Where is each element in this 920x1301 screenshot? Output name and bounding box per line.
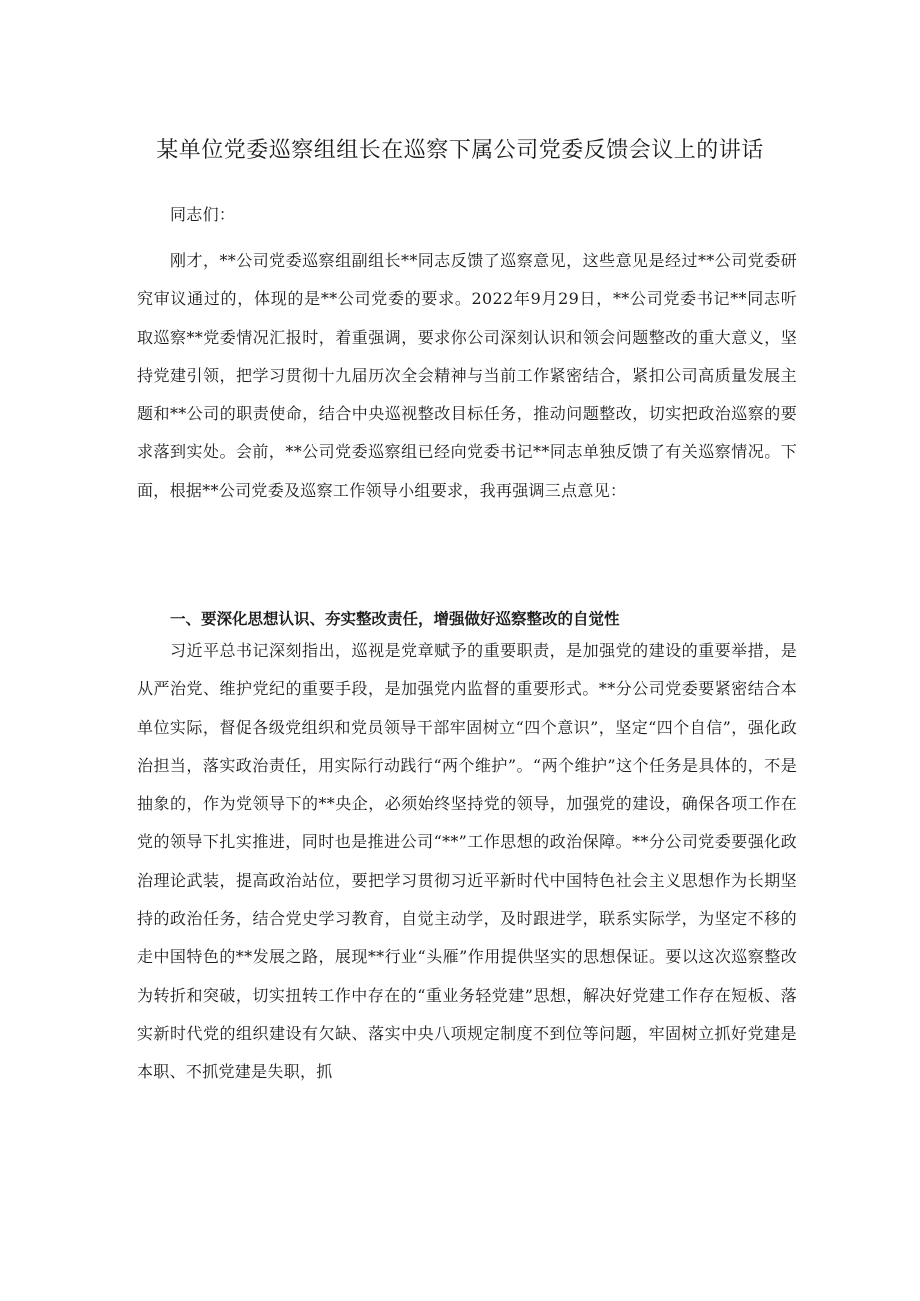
- salutation: 同志们：: [170, 205, 236, 224]
- paragraph-intro: 刚才，**公司党委巡察组副组长**同志反馈了巡察意见，这些意见是经过**公司党委研究审议通过的，体现的是**公司党委的要求。2022年9月29日，**公司党委书记**同志听取巡察**党委情况汇报时，着重强调，要求你公司深刻认识和领会问题整改的重大意义，坚持党建引领，把学习贯彻十九届历次全会精神与当前工作紧密结合，紧扣公司高质量发展主题和**公司的职责使命，结合中央巡视整改目标任务，推动问题整改，切实把政治巡察的要求落到实处。会前，**公司党委巡察组已经向党委书记**同志单独反馈了有关巡察情况。下面，根据**公司党委及巡察工作领导小组要求，我再强调三点意见：: [137, 251, 797, 500]
- paragraph-section-1: 习近平总书记深刻指出，巡视是党章赋予的重要职责，是加强党的建设的重要举措，是从严治党、维护党纪的重要手段，是加强党内监督的重要形式。**分公司党委要紧密结合本单位实际，督促各级党组织和党员领导干部牢固树立“四个意识”，坚定“四个自信”，强化政治担当，落实政治责任，用实际行动践行“两个维护”。“两个维护”这个任务是具体的，不是抽象的，作为党领导下的**央企，必须始终坚持党的领导，加强党的建设，确保各项工作在党的领导下扎实推进，同时也是推进公司“**”工作思想的政治保障。**分公司党委要强化政治理论武装，提高政治站位，要把学习贯彻习近平新时代中国特色社会主义思想作为长期坚持的政治任务，结合党史学习教育，自觉主动学，及时跟进学，联系实际学，为坚定不移的走中国特色的**发展之路，展现**行业“头雁”作用提供坚实的思想保证。要以这次巡察整改为转折和突破，切实扭转工作中存在的“重业务轻党建”思想，解决好党建工作存在短板、落实新时代党的组织建设有欠缺、落实中央八项规定制度不到位等问题，牢固树立抓好党建是本职、不抓党建是失职，抓: [137, 641, 797, 1082]
- section-heading-1: 一、要深化思想认识、夯实整改责任，增强做好巡察整改的自觉性: [170, 610, 620, 628]
- document-title: 某单位党委巡察组组长在巡察下属公司党委反馈会议上的讲话: [156, 138, 764, 163]
